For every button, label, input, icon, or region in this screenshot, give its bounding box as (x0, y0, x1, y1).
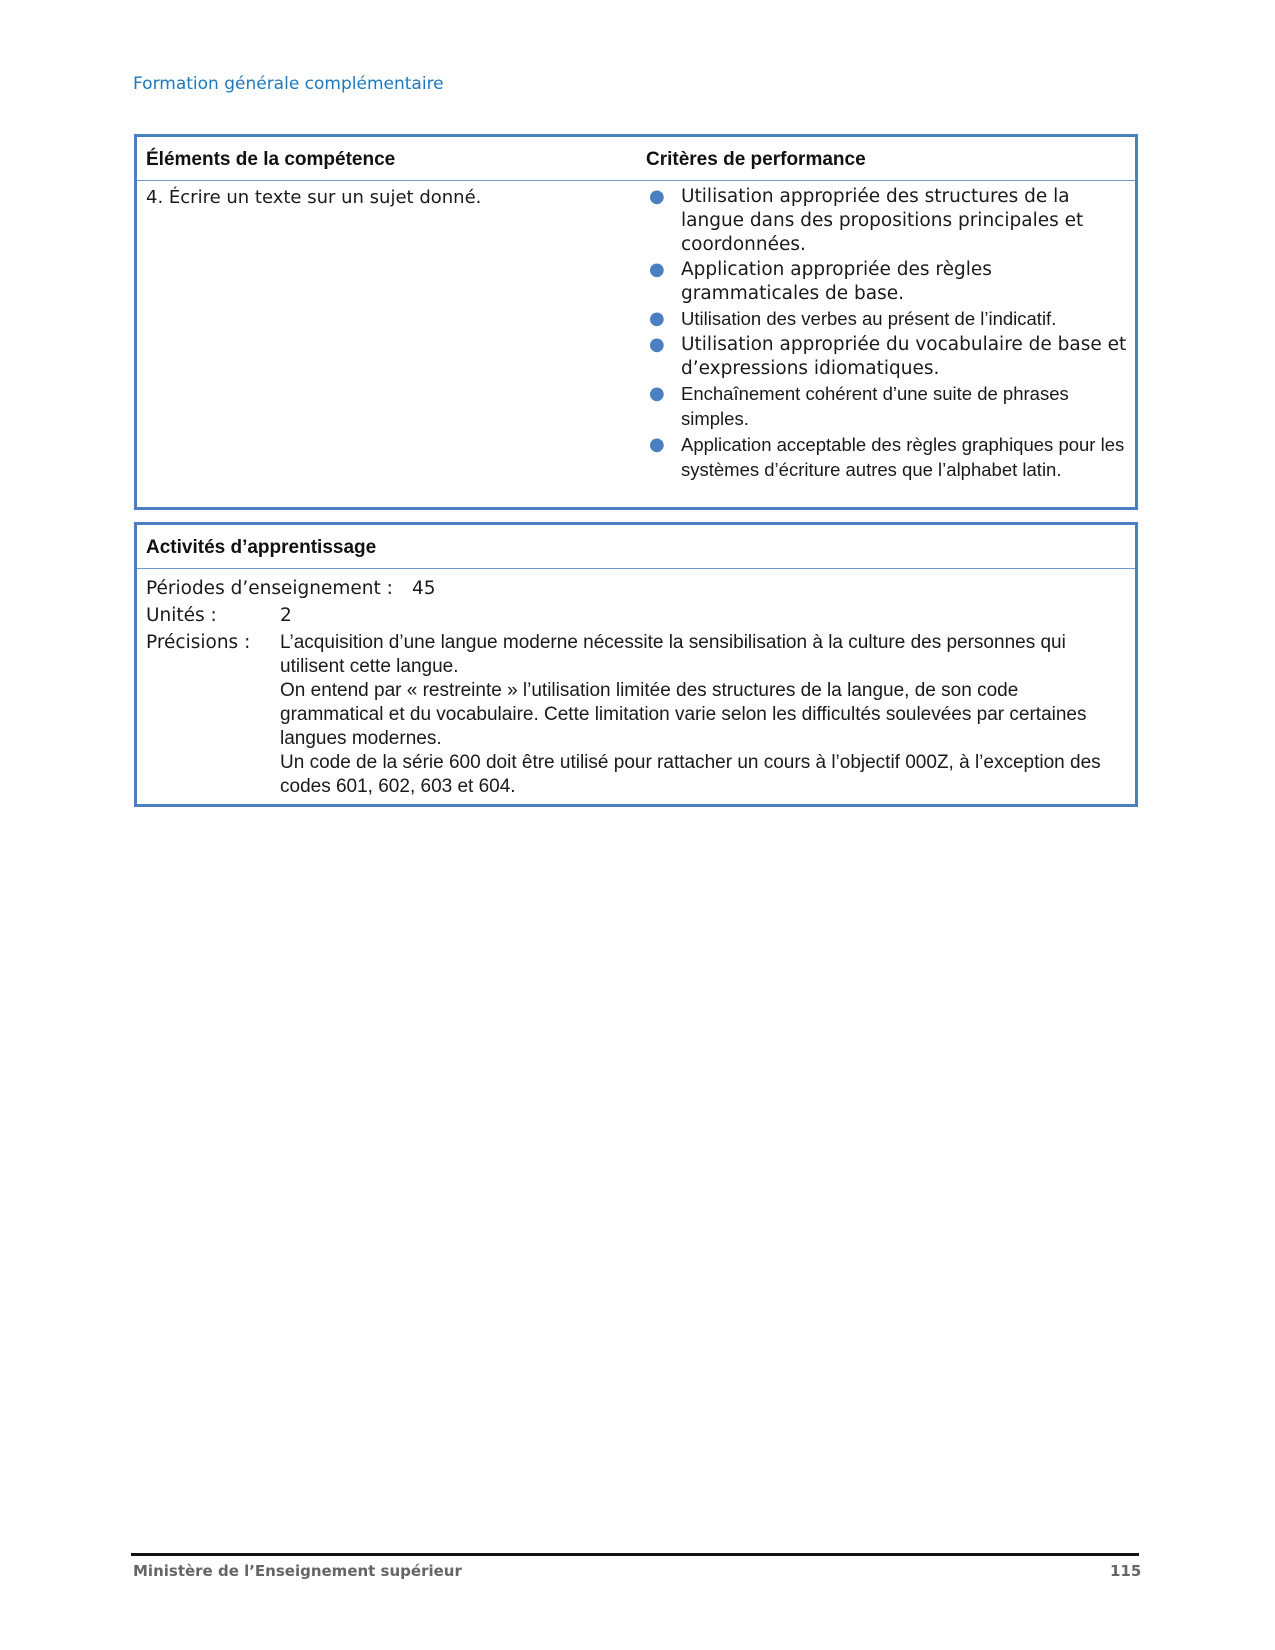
competence-table (134, 134, 1138, 510)
precision-paragraph: L’acquisition d’une langue moderne nécessite la sensibilisation à la culture des personnes qui utilisent cette langue. (280, 632, 1066, 677)
bullet-icon: ● (649, 186, 665, 207)
units-label: Unités : (146, 605, 217, 626)
periods-value: 45 (412, 578, 436, 599)
units-value: 2 (280, 605, 292, 626)
criteria-item (637, 382, 1127, 432)
criteria-text: Utilisation des verbes au présent de l’indicatif. (681, 308, 1057, 329)
periods-label: Périodes d’enseignement : (146, 578, 393, 599)
page-number: 115 (1110, 1562, 1142, 1580)
criteria-text: Utilisation appropriée des structures de la langue dans des propositions principales et coordonnées. (681, 186, 1084, 255)
criteria-item (637, 307, 1127, 332)
precisions-label: Précisions : (146, 632, 251, 653)
criteria-text: Application appropriée des règles grammaticales de base. (681, 259, 992, 304)
precision-paragraph: On entend par « restreinte » l’utilisation limitée des structures de la langue, de son code grammatical et du vocabulaire. Cette limitation varie selon les difficultés soulevées par certaines langues modernes. (280, 680, 1087, 749)
bullet-icon: ● (649, 308, 665, 329)
criteria-item (637, 333, 1127, 381)
activities-table-header (137, 525, 1135, 569)
footer-rule (131, 1553, 1139, 1556)
col-header-elements: Éléments de la compétence (146, 149, 396, 170)
competence-element: 4. Écrire un texte sur un sujet donné. (146, 187, 482, 208)
criteria-text: Application acceptable des règles graphiques pour les systèmes d’écriture autres que l’alphabet latin. (681, 434, 1125, 480)
bullet-icon: ● (649, 259, 665, 280)
bullet-icon: ● (649, 434, 665, 455)
criteria-item (637, 433, 1127, 483)
criteria-item (637, 185, 1127, 257)
activities-header: Activités d’apprentissage (146, 537, 377, 558)
criteria-text: Utilisation appropriée du vocabulaire de base et d’expressions idiomatiques. (681, 334, 1127, 379)
criteria-item (637, 258, 1127, 306)
activities-table (134, 522, 1138, 807)
col-header-criteria: Critères de performance (646, 149, 866, 170)
bullet-icon: ● (649, 383, 665, 404)
running-header: Formation générale complémentaire (133, 74, 444, 94)
precision-paragraph: Un code de la série 600 doit être utilisé pour rattacher un cours à l’objectif 000Z, à l’exception des codes 601, 602, 603 et 604. (280, 752, 1101, 797)
bullet-icon: ● (649, 334, 665, 355)
criteria-text: Enchaînement cohérent d’une suite de phrases simples. (681, 383, 1069, 429)
footer-publisher: Ministère de l’Enseignement supérieur (133, 1562, 462, 1580)
criteria-list (637, 185, 1127, 484)
precisions-row (146, 629, 1125, 799)
units-row (146, 602, 1125, 629)
activities-body (146, 575, 1125, 799)
competence-table-header (137, 137, 1135, 181)
periods-row (146, 575, 1125, 602)
precisions-text (280, 629, 1125, 799)
